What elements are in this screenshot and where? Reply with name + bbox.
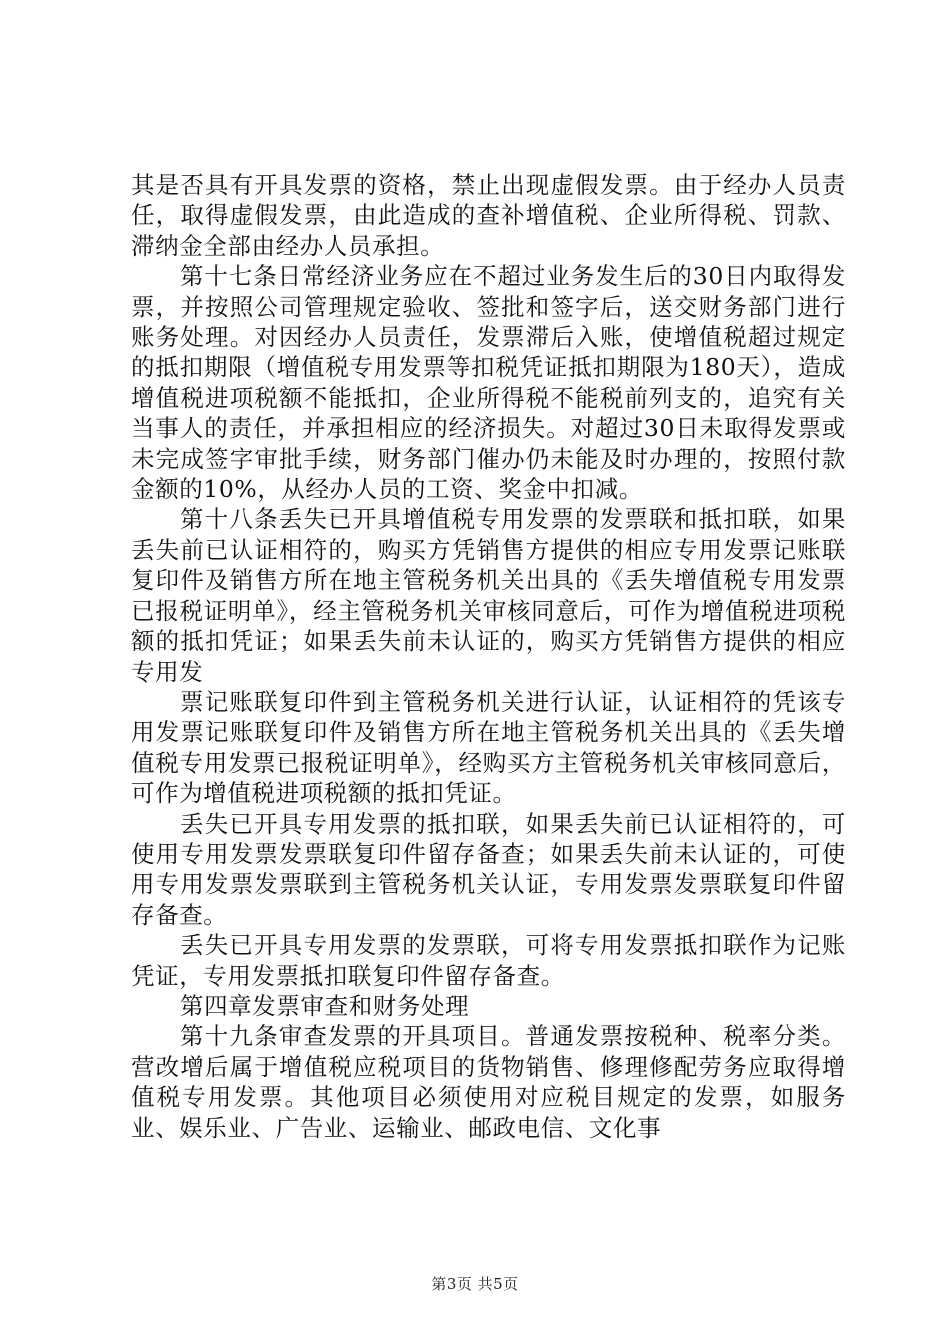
chapter-heading: 第四章发票审查和财务处理	[180, 991, 470, 1020]
paragraph-lost-invoice-copy: 丢失已开具专用发票的发票联，可将专用发票抵扣联作为记账凭证，专用发票抵扣联复印件留存备查。	[131, 931, 846, 990]
paragraph-lost-deduction-copy: 丢失已开具专用发票的抵扣联，如果丢失前已认证相符的，可使用专用发票发票联复印件留存备查；如果丢失前未认证的，可使用专用发票发票联到主管税务机关认证，专用发票发票联复印件留存备查。	[131, 809, 846, 929]
page-footer: 第3页 共5页	[431, 1275, 519, 1293]
paragraph-continuation: 其是否具有开具发票的资格，禁止出现虚假发票。由于经办人员责任，取得虚假发票，由此造成的查补增值税、企业所得税、罚款、滞纳金全部由经办人员承担。	[131, 171, 846, 260]
paragraph-article-19: 第十九条审查发票的开具项目。普通发票按税种、税率分类。营改增后属于增值税应税项目的货物销售、修理修配劳务应取得增值税专用发票。其他项目必须使用对应税目规定的发票，如服务业、娱乐业、广告业、运输业、邮政电信、文化事	[131, 1022, 846, 1142]
document-body	[131, 170, 846, 1143]
paragraph-article-17: 第十七条日常经济业务应在不超过业务发生后的30日内取得发票，并按照公司管理规定验收、签批和签字后，送交财务部门进行账务处理。对因经办人员责任，发票滞后入账，使增值税超过规定的抵扣期限（增值税专用发票等扣税凭证抵扣期限为180天），造成增值税进项税额不能抵扣，企业所得税不能税前列支的，追究有关当事人的责任，并承担相应的经济损失。对超过30日未取得发票或未完成签字审批手续，财务部门催办仍未能及时办理的，按照付款金额的10%，从经办人员的工资、奖金中扣减。	[131, 262, 846, 504]
paragraph-article-18-cont: 票记账联复印件到主管税务机关进行认证，认证相符的凭该专用发票记账联复印件及销售方所在地主管税务机关出具的《丢失增值税专用发票已报税证明单》，经购买方主管税务机关审核同意后，可作为增值税进项税额的抵扣凭证。	[131, 687, 846, 808]
paragraph-article-18: 第十八条丢失已开具增值税专用发票的发票联和抵扣联，如果丢失前已认证相符的，购买方凭销售方提供的相应专用发票记账联复印件及销售方所在地主管税务机关出具的《丢失增值税专用发票已报税证明单》，经主管税务机关审核同意后，可作为增值税进项税额的抵扣凭证；如果丢失前未认证的，购买方凭销售方提供的相应专用发	[131, 505, 846, 686]
